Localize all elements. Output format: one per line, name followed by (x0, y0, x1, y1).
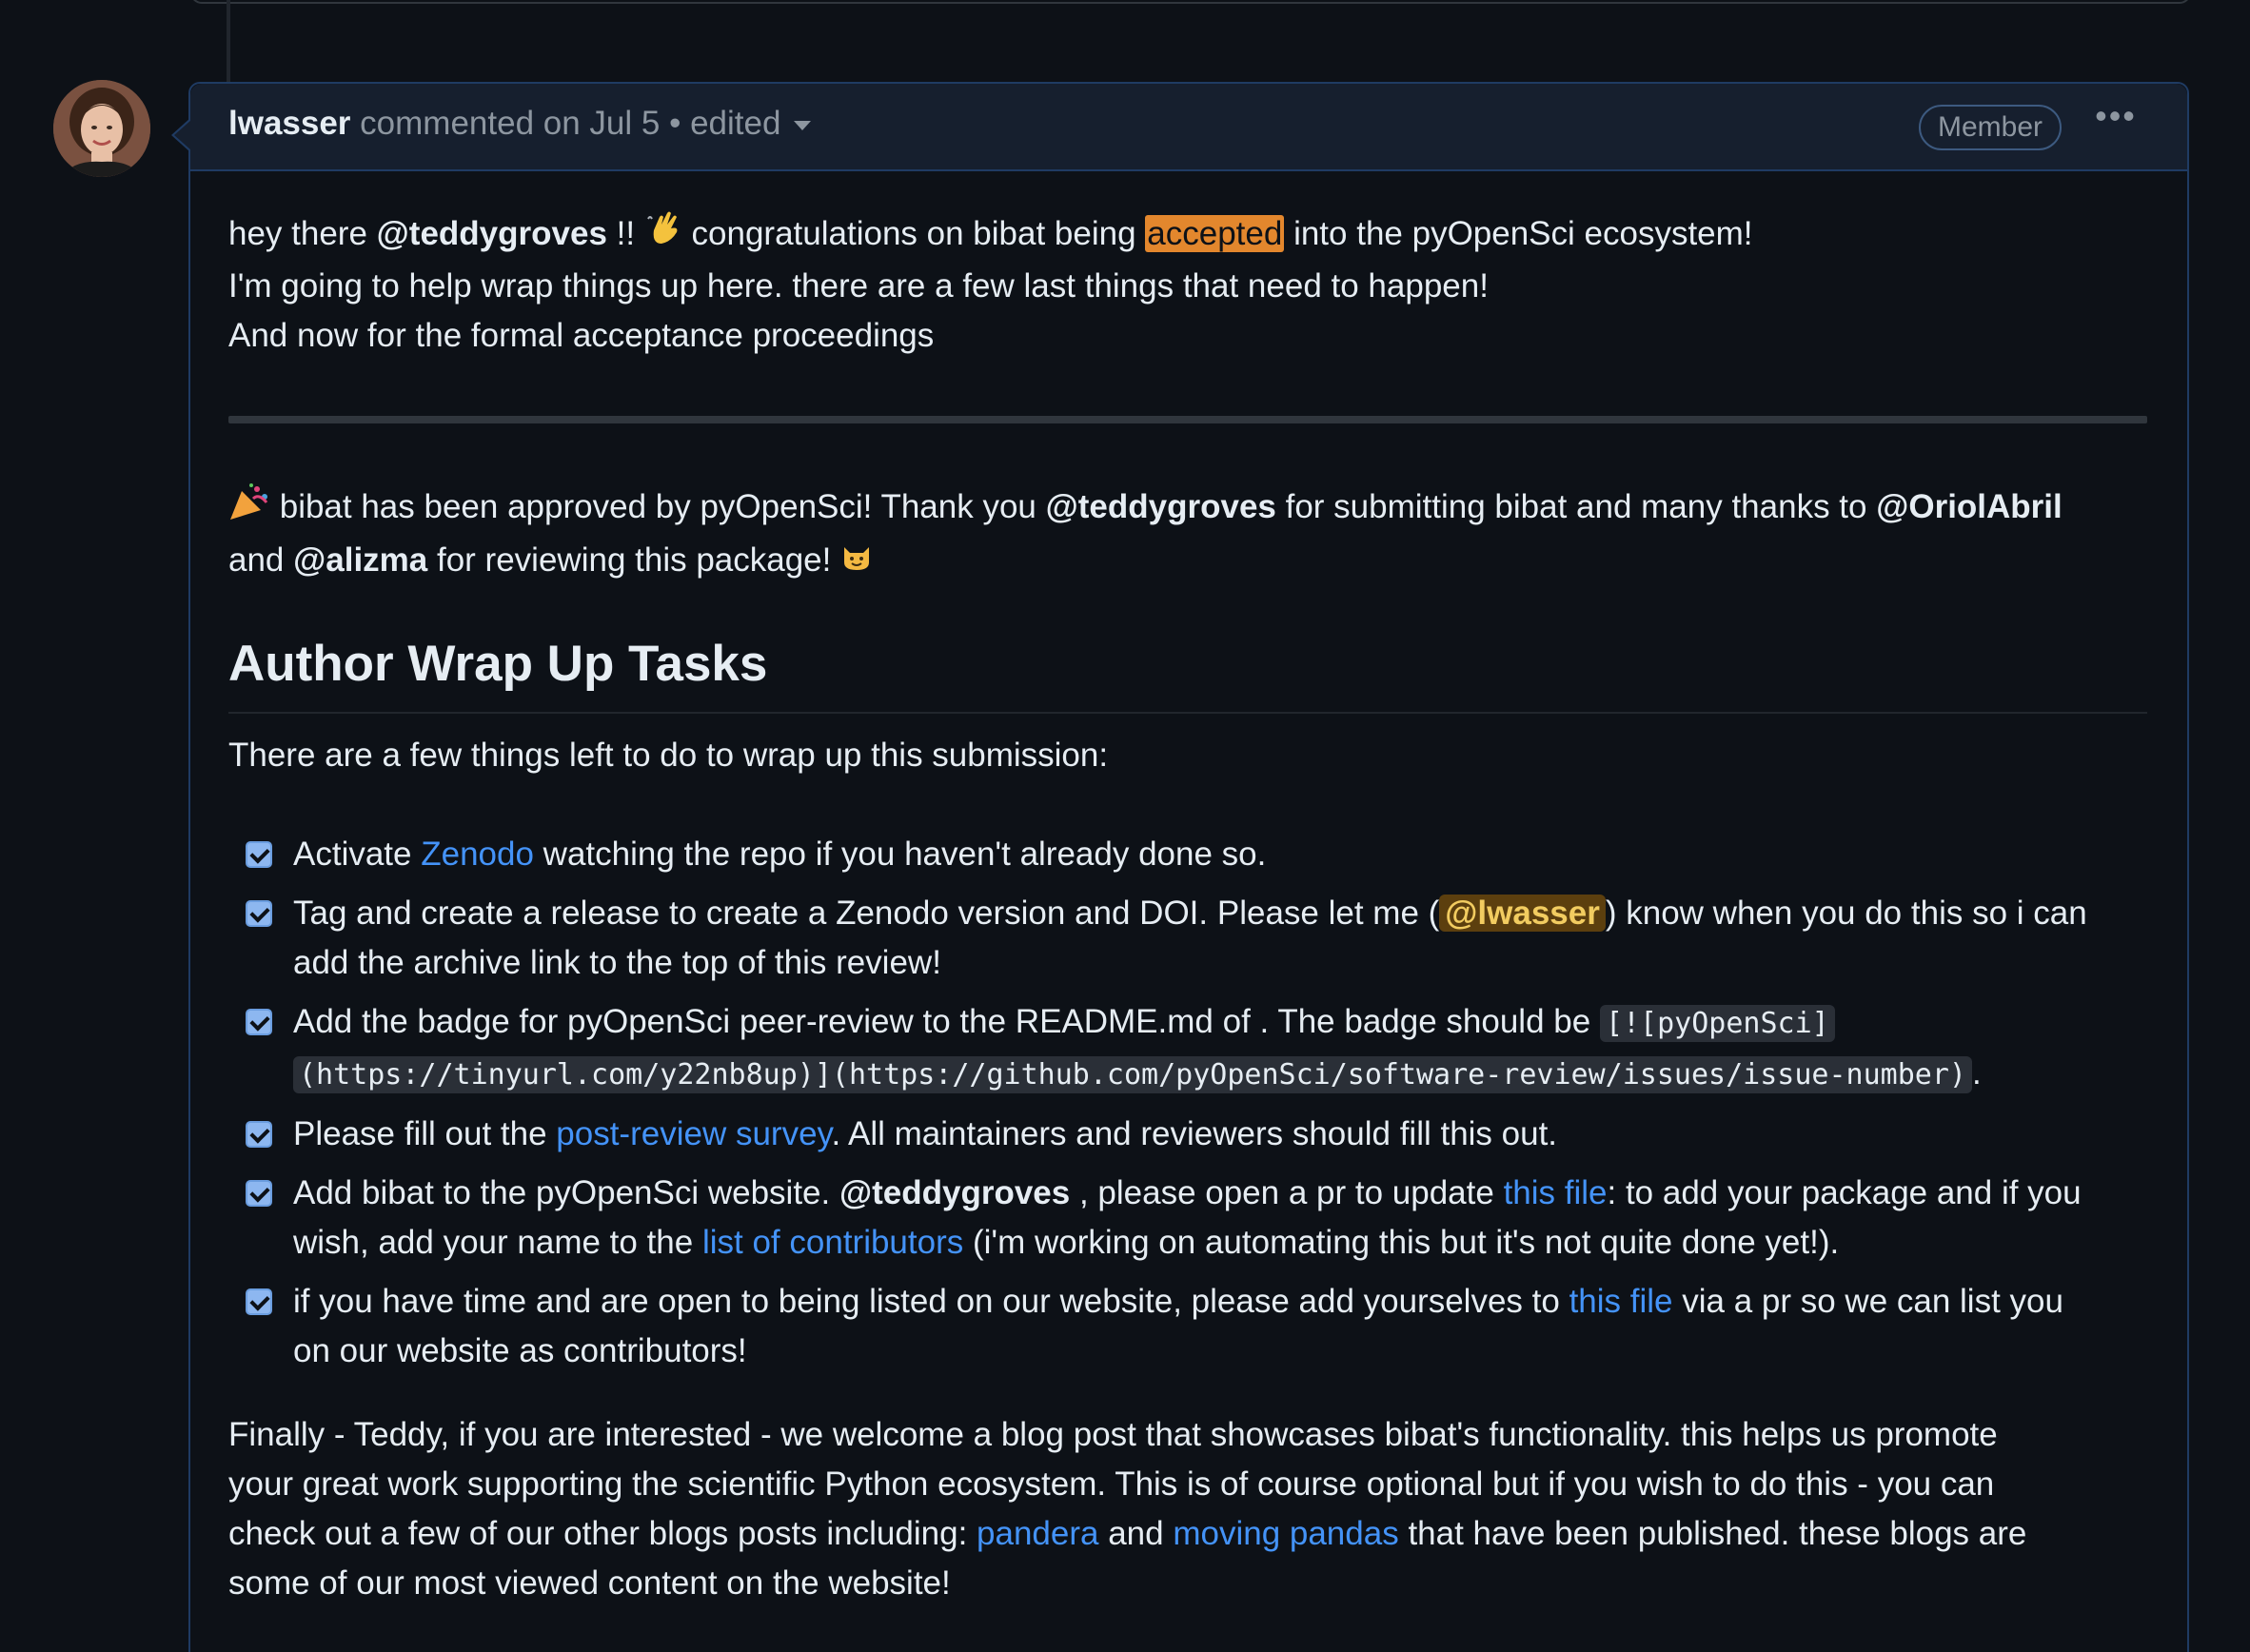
closing-paragraph (228, 1410, 2147, 1608)
approval-line-1 (228, 482, 2147, 535)
text: into the pyOpenSci ecosystem! (1284, 215, 1753, 252)
greeting-line (228, 209, 2147, 262)
task-list (228, 830, 2147, 1376)
comment-pointer-fill (174, 120, 191, 150)
text: (i'm working on automating this but it's not quite done yet!). (963, 1224, 1840, 1262)
mention-link[interactable]: @alizma (293, 541, 428, 579)
task-item (228, 1110, 2147, 1159)
text: and (228, 541, 294, 579)
text: Tag and create a release to create a Zenodo version and DOI. Please let me ( (293, 895, 1440, 933)
task-checkbox[interactable] (246, 1009, 272, 1035)
comment-body (228, 209, 2147, 1608)
text: bibat has been approved by pyOpenSci! Thank you (270, 488, 1046, 526)
paragraph-line: I'm going to help wrap things up here. there are a few last things that need to happen! (228, 267, 1489, 305)
text: for reviewing this package! (427, 541, 841, 579)
edited-dropdown[interactable] (690, 105, 811, 142)
zenodo-link[interactable]: Zenodo (421, 836, 534, 874)
smiling-cat-icon (840, 537, 873, 586)
mention-link[interactable]: @OriolAbril (1876, 488, 2062, 526)
mention-link[interactable]: @teddygroves (1045, 488, 1276, 526)
task-checkbox[interactable] (246, 1288, 272, 1315)
task-checkbox[interactable] (246, 1121, 272, 1148)
party-popper-icon (228, 483, 270, 536)
task-item (228, 1169, 2147, 1268)
comment-header (190, 84, 2187, 171)
text: . (1971, 1054, 1982, 1092)
text: and (1098, 1515, 1174, 1553)
edited-label: edited (690, 105, 781, 142)
timeline-connector (227, 0, 230, 82)
text: add the archive link to the top of this review! (293, 944, 941, 982)
comment-author-link[interactable]: lwasser (228, 105, 351, 142)
survey-link[interactable]: post-review survey (556, 1115, 832, 1153)
mention-link[interactable]: @teddygroves (839, 1174, 1071, 1212)
text: congratulations on bibat being (681, 215, 1146, 252)
text: if you have time and are open to being listed on our website, please add yourselves to (293, 1283, 1569, 1321)
meta-separator: • (669, 105, 681, 142)
text: ) know when you do this so i can (1605, 895, 2087, 933)
text: watching the repo if you haven't already done so. (533, 836, 1267, 874)
task-item (228, 997, 2147, 1100)
moving-pandas-link[interactable]: moving pandas (1173, 1515, 1399, 1553)
text: that have been published. these blogs are (1398, 1515, 2027, 1553)
paragraph-line: Finally - Teddy, if you are interested - we welcome a blog post that showcases bibat's functionality. this helps us promote (228, 1416, 1998, 1454)
text: Please fill out the (293, 1115, 557, 1153)
paragraph-line: And now for the formal acceptance proceedings (228, 317, 935, 355)
task-checkbox[interactable] (246, 841, 272, 868)
text: Activate (293, 836, 422, 874)
paragraph-line: your great work supporting the scientific Python ecosystem. This is of course optional but if you wish to do this - you can (228, 1465, 1995, 1504)
role-badge: Member (1919, 105, 2062, 150)
comment-date[interactable]: commented on Jul 5 (360, 105, 661, 142)
kebab-horizontal-icon[interactable]: ••• (2095, 96, 2137, 135)
highlighted-word: accepted (1147, 215, 1283, 252)
previous-comment-box (190, 0, 2191, 4)
text: on our website as contributors! (293, 1332, 747, 1370)
file-link[interactable]: this file (1569, 1283, 1673, 1321)
paragraph-line (228, 1509, 2147, 1559)
file-link[interactable]: this file (1503, 1174, 1608, 1212)
comment-meta (228, 105, 811, 143)
text: Add bibat to the pyOpenSci website. (293, 1174, 839, 1212)
text: Add the badge for pyOpenSci peer-review to the README.md of . The badge should be (293, 1003, 1600, 1041)
text: for submitting bibat and many thanks to (1275, 488, 1877, 526)
contributors-link[interactable]: list of contributors (701, 1224, 964, 1262)
task-item (228, 830, 2147, 879)
mention-link[interactable]: @lwasser (1439, 895, 1606, 932)
text: !! (606, 215, 644, 252)
text: , please open a pr to update (1070, 1174, 1504, 1212)
badge-code-snippet: (https://tinyurl.com/y22nb8up)](https://github.com/pyOpenSci/software-review/issues/issue-number) (293, 1056, 1972, 1093)
comment-card (188, 82, 2189, 1652)
user-avatar-icon (53, 80, 150, 177)
task-checkbox[interactable] (246, 900, 272, 927)
task-item (228, 1277, 2147, 1376)
horizontal-rule (228, 416, 2147, 423)
mention-link[interactable]: @teddygroves (376, 215, 607, 252)
paragraph-line: some of our most viewed content on the website! (228, 1564, 951, 1603)
section-heading: Author Wrap Up Tasks (228, 630, 2147, 714)
approval-line-2 (228, 536, 2147, 587)
text: check out a few of our other blogs posts including: (228, 1515, 977, 1553)
waving-hand-icon (644, 209, 682, 262)
intro-text: There are a few things left to do to wrap up this submission: (228, 737, 1109, 775)
badge-code-snippet: [![pyOpenSci] (1600, 1005, 1835, 1042)
text: wish, add your name to the (293, 1224, 702, 1262)
task-item (228, 889, 2147, 988)
text: : to add your package and if you (1607, 1174, 2082, 1212)
pandera-link[interactable]: pandera (977, 1515, 1099, 1553)
chevron-down-icon (794, 121, 811, 130)
task-checkbox[interactable] (246, 1180, 272, 1207)
text: via a pr so we can list you (1672, 1283, 2063, 1321)
text: . All maintainers and reviewers should fill this out. (831, 1115, 1558, 1153)
avatar[interactable] (53, 80, 150, 177)
text: hey there (228, 215, 377, 252)
